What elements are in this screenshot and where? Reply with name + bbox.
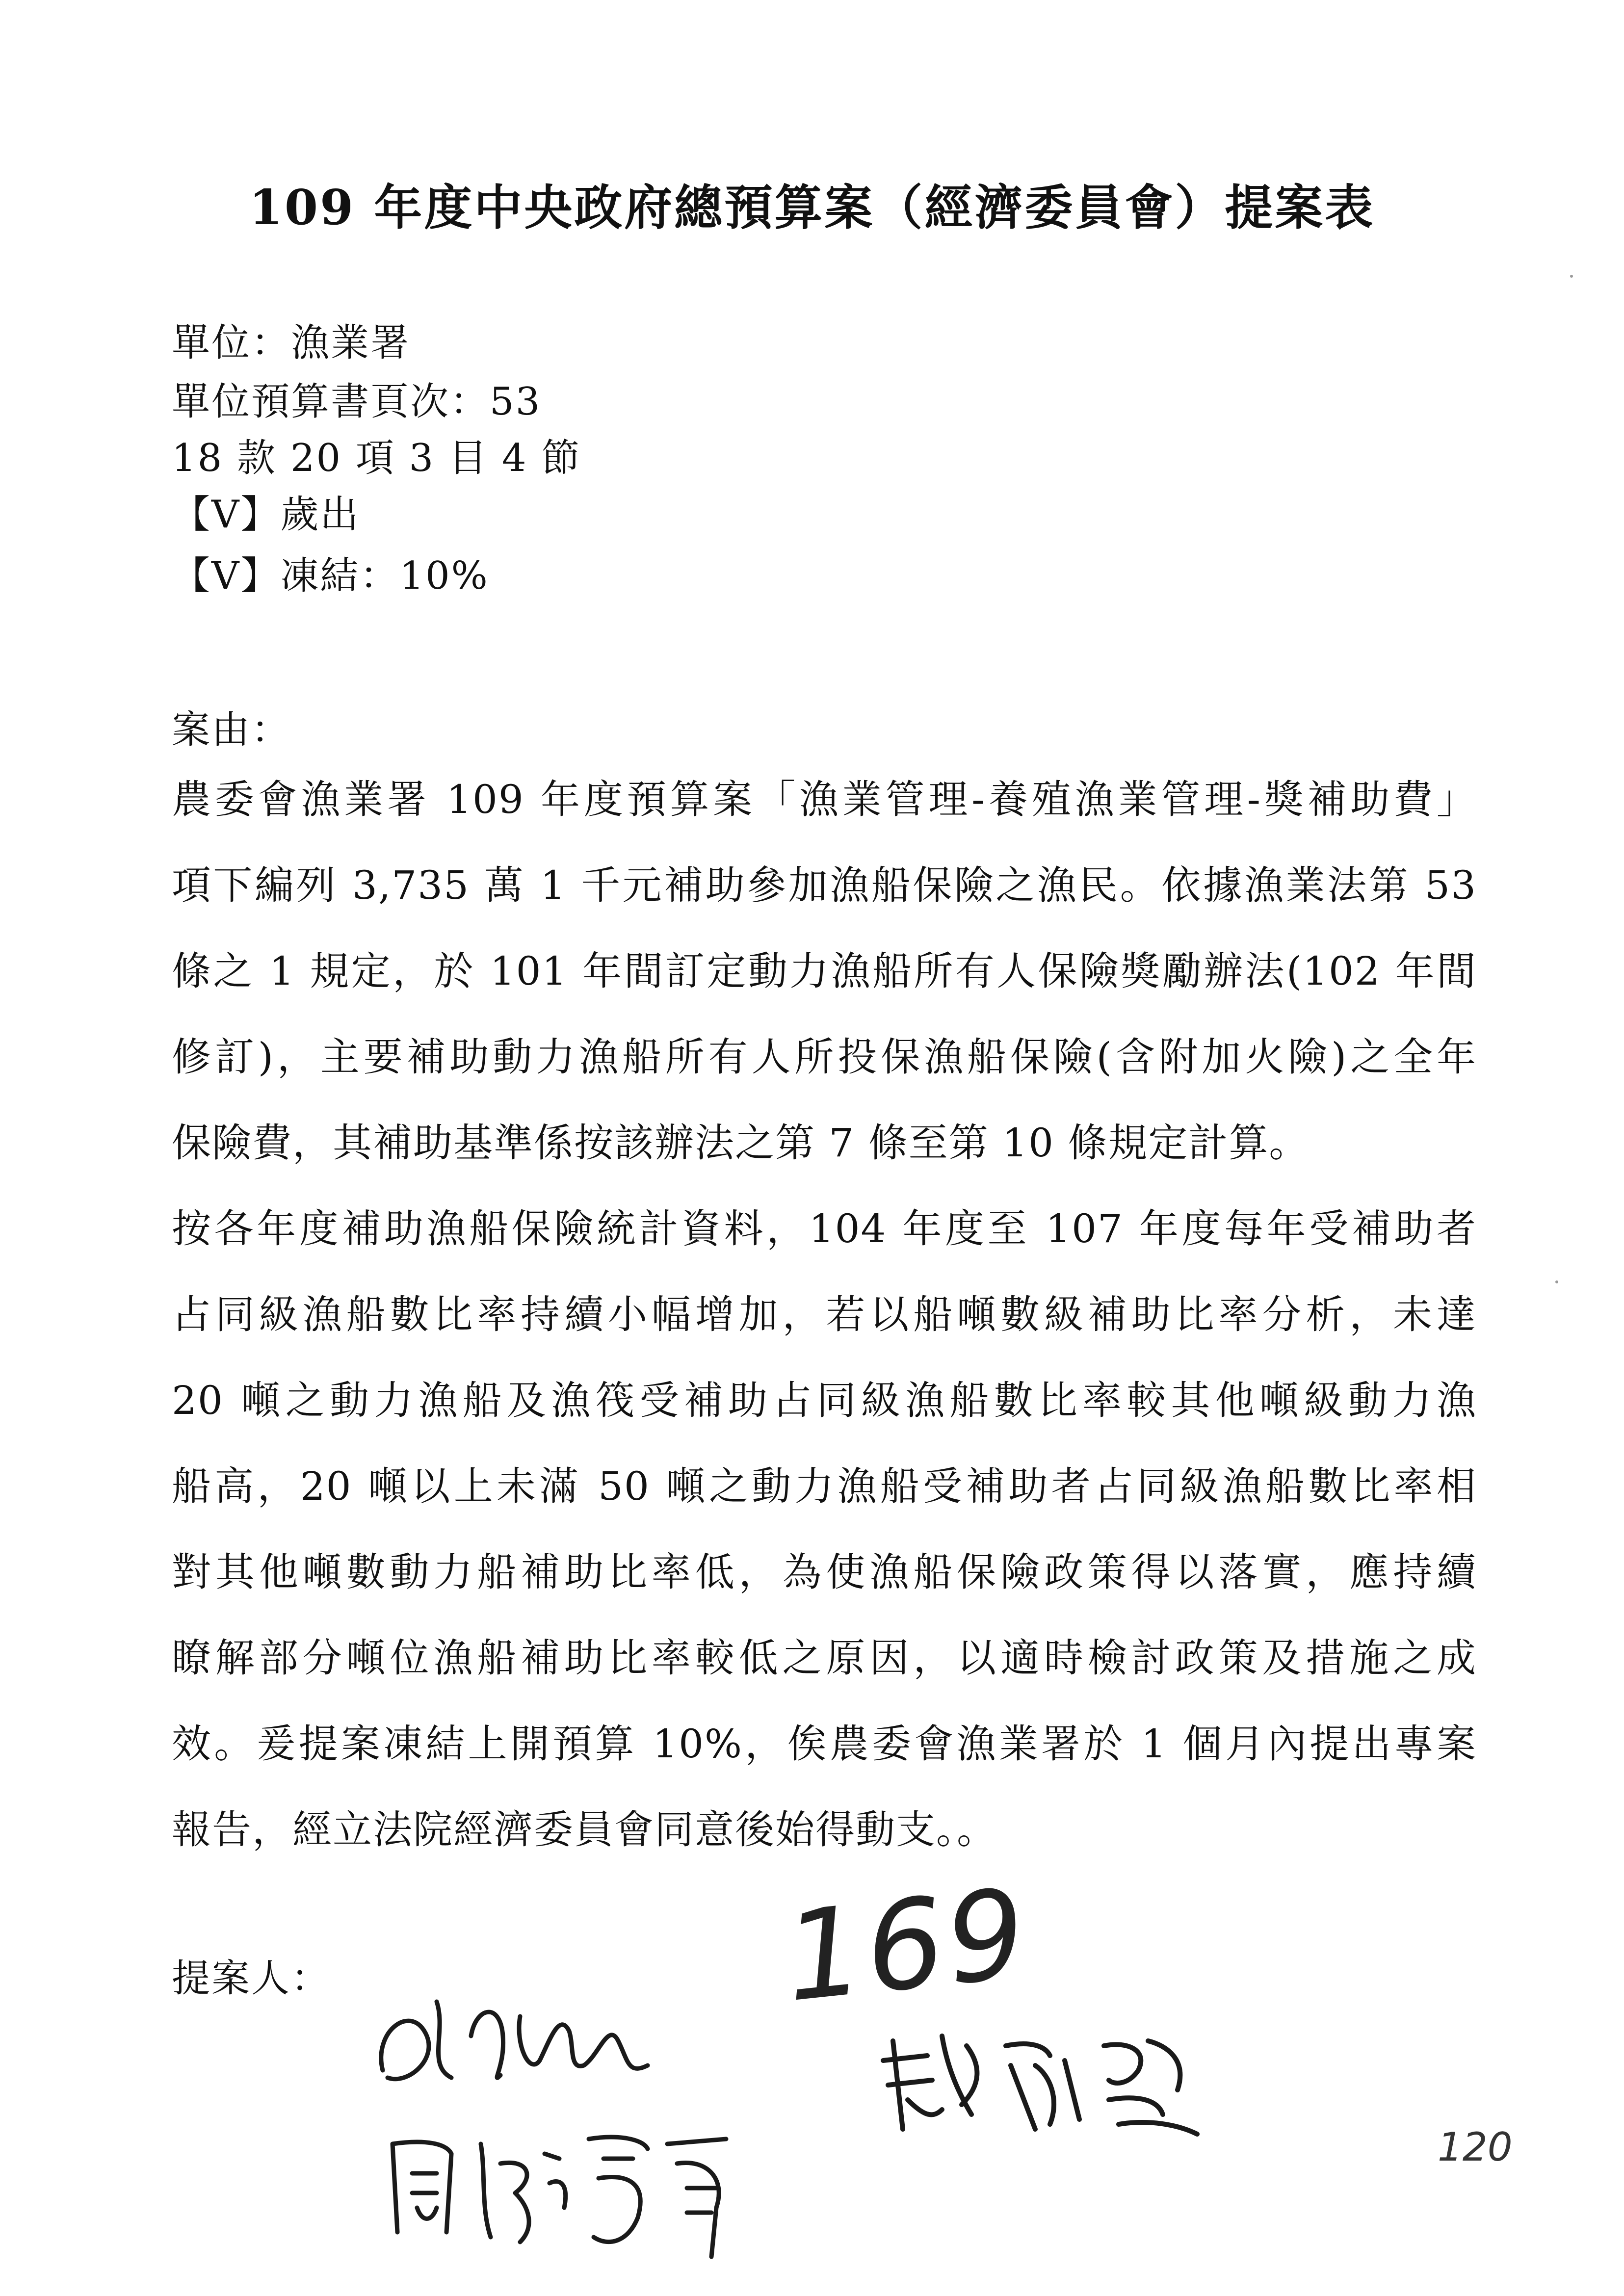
- body-line: 按各年度補助漁船保險統計資料，104 年度至 107 年度每年受補助者: [172, 1206, 1477, 1252]
- expenditure-checkbox-line: 【V】歲出: [172, 493, 360, 537]
- scan-speck: [1555, 1280, 1558, 1283]
- body-line: 報告，經立法院經濟委員會同意後始得動支。。: [172, 1807, 997, 1852]
- document-title: 109 年度中央政府總預算案（經濟委員會）提案表: [249, 180, 1375, 236]
- proposer-label: 提案人：: [172, 1957, 331, 2001]
- handwritten-number: 169: [778, 1861, 1035, 2030]
- body-line: 占同級漁船數比率持續小幅增加，若以船噸數級補助比率分析，未達: [172, 1292, 1477, 1337]
- freeze-checkbox-line: 【V】凍結：10%: [172, 554, 489, 598]
- body-line: 農委會漁業署 109 年度預算案「漁業管理-養殖漁業管理-獎補助費」: [172, 777, 1477, 822]
- body-line: 修訂)，主要補助動力漁船所有人所投保漁船保險(含附加火險)之全年: [172, 1034, 1477, 1080]
- body-line: 對其他噸數動力船補助比率低，為使漁船保險政策得以落實，應持續: [172, 1549, 1477, 1595]
- scan-speck: [1570, 275, 1573, 278]
- body-line: 保險費，其補助基準係按該辦法之第 7 條至第 10 條規定計算。: [172, 1120, 1310, 1166]
- body-line: 項下編列 3,735 萬 1 千元補助參加漁船保險之漁民。依據漁業法第 53: [172, 862, 1477, 908]
- body-line: 條之 1 規定，於 101 年間訂定動力漁船所有人保險獎勵辦法(102 年間: [172, 948, 1477, 994]
- body-line: 20 噸之動力漁船及漁筏受補助占同級漁船數比率較其他噸級動力漁: [172, 1378, 1477, 1423]
- unit-field: 單位：漁業署: [172, 321, 411, 365]
- budget-page-field: 單位預算書頁次：53: [172, 380, 542, 424]
- reason-label: 案由：: [172, 708, 291, 752]
- body-line: 船高，20 噸以上未滿 50 噸之動力漁船受補助者占同級漁船數比率相: [172, 1463, 1477, 1509]
- item-code-field: 18 款 20 項 3 目 4 節: [172, 436, 581, 480]
- signature-name-1: [373, 2110, 765, 2267]
- body-line: 效。爰提案凍結上開預算 10%，俟農委會漁業署於 1 個月內提出專案: [172, 1721, 1477, 1767]
- body-line: 瞭解部分噸位漁船補助比率較低之原因，以適時檢討政策及措施之成: [172, 1635, 1477, 1681]
- page-number-mark: 120: [1438, 2124, 1513, 2170]
- signature-name-2: [873, 2002, 1227, 2149]
- signature-scribble: [353, 1972, 697, 2100]
